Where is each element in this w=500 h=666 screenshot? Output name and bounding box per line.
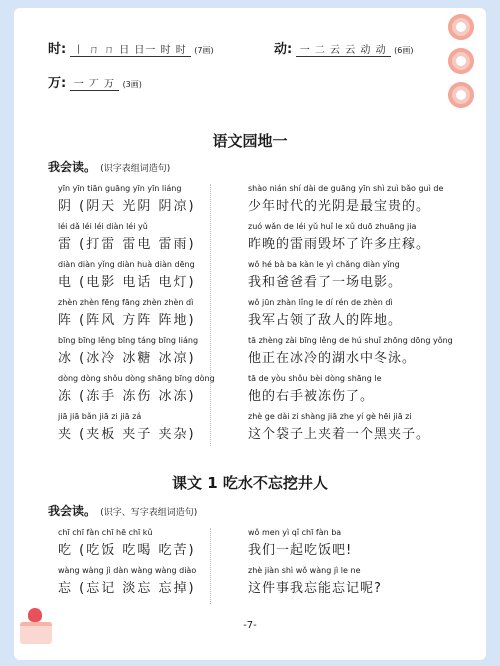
stroke-sequence: 一 二 云 云 动 动 (296, 45, 391, 57)
decorative-rings (440, 14, 480, 116)
cake-icon (18, 608, 54, 642)
section-title: 语文园地一 (212, 132, 288, 150)
section-title: 课文 1 吃水不忘挖井人 (172, 474, 328, 492)
subtitle-note: (识字、写字表组词造句) (100, 508, 198, 518)
sentence-pinyin: zhè jiàn shì wǒ wàng jì le ne (248, 566, 361, 575)
strawberry-icon (28, 608, 42, 622)
sentence-pinyin: wǒ jūn zhàn lǐng le dí rén de zhèn dì (248, 298, 393, 307)
stroke-count: (7画) (194, 46, 214, 55)
word-pinyin: dòng dòng shǒu dòng shāng bīng dòng (58, 374, 215, 383)
word-pinyin: zhèn zhèn fēng fāng zhèn zhèn dì (58, 298, 194, 307)
sentence-text: 我们一起吃饭吧! (248, 543, 353, 558)
sentence-pinyin: tā zhèng zài bīng lěng de hú shuǐ zhōng dōng yǒng (248, 336, 453, 345)
word-group: 冰 (冰冷 冰糖 冰凉) (58, 351, 196, 366)
vocab-row (50, 336, 470, 374)
stroke-char: 时: (48, 42, 67, 57)
vocab-row (50, 298, 470, 336)
vocab-row (50, 184, 470, 222)
sentence-text: 这件事我忘能忘记呢? (248, 581, 382, 596)
word-pinyin: diàn diàn yǐng diàn huà diàn dēng (58, 260, 195, 269)
vocab-row (50, 374, 470, 412)
stroke-char: 动: (274, 42, 293, 57)
sentence-text: 我军占领了敌人的阵地。 (248, 313, 403, 328)
sentence-text: 少年时代的光阴是最宝贵的。 (248, 199, 431, 214)
vocab-row (50, 528, 470, 566)
word-group: 夹 (夹板 夹子 夹杂) (58, 427, 196, 442)
stroke-order-wan (48, 72, 142, 91)
sentence-text: 昨晚的雷雨毁坏了许多庄稼。 (248, 237, 431, 252)
word-pinyin: léi dǎ léi léi diàn léi yǔ (58, 222, 148, 231)
word-group: 阴 (阴天 光阴 阴凉) (58, 199, 196, 214)
ring-icon (448, 82, 474, 108)
sentence-pinyin: wǒ men yì qǐ chī fàn ba (248, 528, 342, 537)
sentence-text: 我和爸爸看了一场电影。 (248, 275, 403, 290)
sentence-pinyin: zuó wǎn de léi yǔ huǐ le xǔ duō zhuāng jia (248, 222, 417, 231)
stroke-count: (3画) (122, 80, 142, 89)
page-number: -7- (243, 620, 257, 631)
word-group: 吃 (吃饭 吃喝 吃苦) (58, 543, 196, 558)
ring-icon (448, 14, 474, 40)
stroke-sequence: 丨 ㄇ ㄇ 日 日一 时 时 (70, 45, 191, 57)
word-pinyin: jiā jiā bǎn jiā zi jiā zá (58, 412, 142, 421)
stroke-sequence: 一 丆 万 (70, 79, 119, 91)
sentence-pinyin: shào nián shí dài de guāng yīn shì zuì bǎo guì de (248, 184, 444, 193)
sentence-pinyin: tā de yòu shǒu bèi dòng shāng le (248, 374, 382, 383)
stroke-char: 万: (48, 76, 67, 91)
sentence-text: 这个袋子上夹着一个黑夹子。 (248, 427, 431, 442)
subtitle-note: (识字表组词造句) (100, 164, 171, 174)
word-pinyin: chī chī fàn chī hē chī kǔ (58, 528, 153, 537)
stroke-order-dong (274, 38, 413, 57)
sentence-pinyin: wǒ hé bà ba kàn le yì chǎng diàn yǐng (248, 260, 400, 269)
stroke-order-shi (48, 38, 214, 57)
sentence-text: 他正在冰冷的湖水中冬泳。 (248, 351, 417, 366)
subtitle-text: 我会读。 (48, 160, 97, 174)
word-group: 雷 (打雷 雷电 雷雨) (58, 237, 196, 252)
vocab-row (50, 566, 470, 604)
vocab-row (50, 412, 470, 450)
word-pinyin: yīn yīn tiān guāng yīn yīn liáng (58, 184, 182, 193)
vocab-row (50, 260, 470, 298)
stroke-count: (6画) (394, 46, 414, 55)
word-pinyin: bīng bīng lěng bīng táng bīng liáng (58, 336, 199, 345)
ring-icon (448, 48, 474, 74)
word-group: 阵 (阵风 方阵 阵地) (58, 313, 196, 328)
subtitle-text: 我会读。 (48, 504, 97, 518)
section-subtitle (48, 158, 170, 175)
word-group: 忘 (忘记 淡忘 忘掉) (58, 581, 196, 596)
worksheet-page (14, 8, 486, 660)
vocab-row (50, 222, 470, 260)
word-group: 电 (电影 电话 电灯) (58, 275, 196, 290)
sentence-pinyin: zhè ge dài zi shàng jiā zhe yí gè hēi jiā zi (248, 412, 412, 421)
word-group: 冻 (冻手 冻伤 冰冻) (58, 389, 196, 404)
section-subtitle (48, 502, 197, 519)
sentence-text: 他的右手被冻伤了。 (248, 389, 375, 404)
word-pinyin: wàng wàng jì dàn wàng wàng diào (58, 566, 197, 575)
